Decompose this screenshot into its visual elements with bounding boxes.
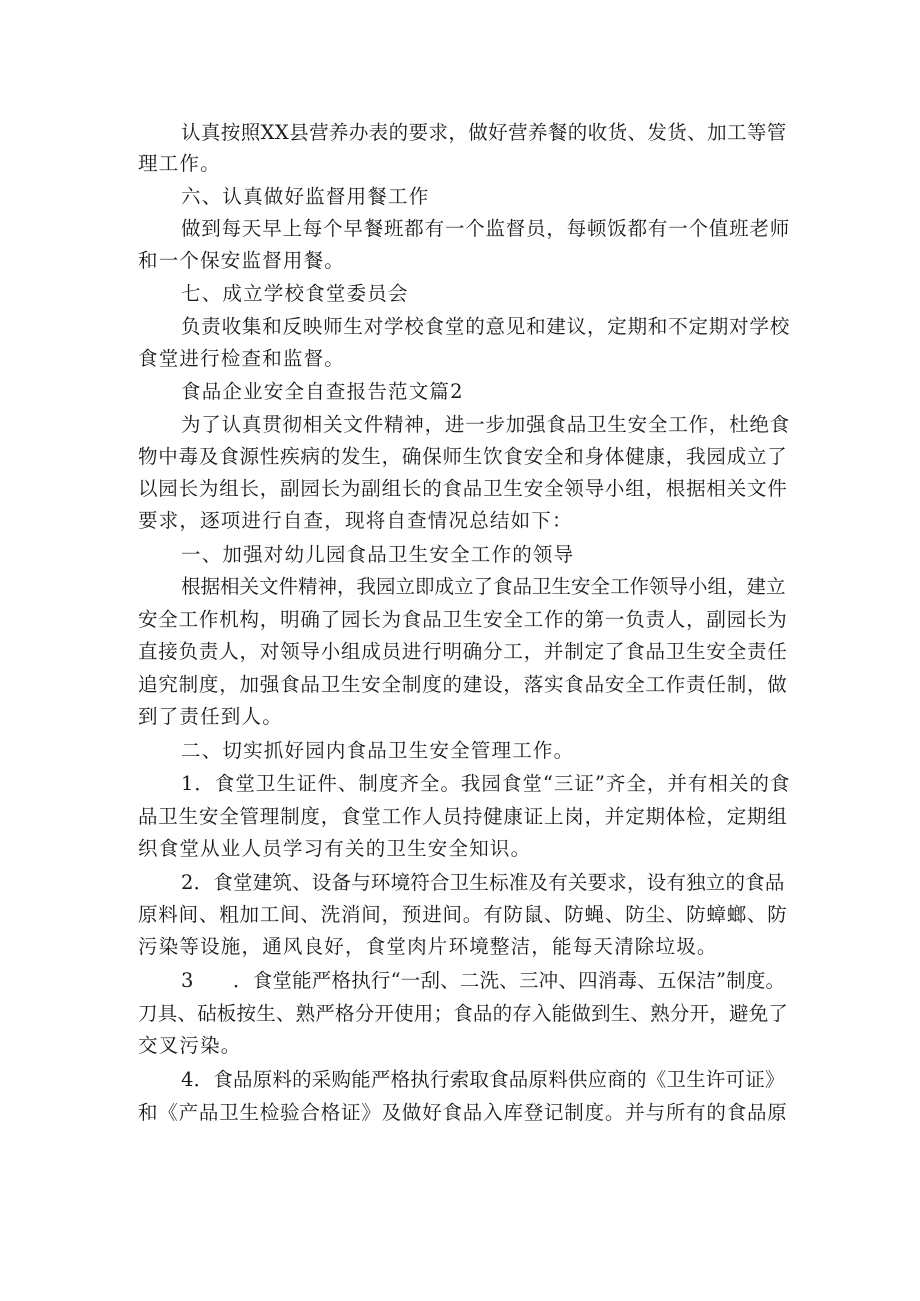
paragraph-line: 直接负责人，对领导小组成员进行明确分工，并制定了食品卫生安全责任 bbox=[138, 640, 788, 663]
paragraph-line: 追究制度，加强食品卫生安全制度的建设，落实食品安全工作责任制，做 bbox=[138, 673, 788, 696]
paragraph-line: 理工作。 bbox=[138, 152, 221, 175]
article-title: 食品企业安全自查报告范文篇2 bbox=[181, 380, 464, 403]
paragraph-line: 要求，逐项进行自查，现将自查情况总结如下： bbox=[138, 509, 573, 532]
paragraph-line: 3 ．食堂能严格执行“一刮、二洗、三冲、四消毒、五保洁”制度。 bbox=[181, 969, 786, 992]
paragraph-line: 物中毒及食源性疾病的发生，确保师生饮食安全和身体健康，我园成立了 bbox=[138, 445, 788, 468]
paragraph-line: 根据相关文件精神，我园立即成立了食品卫生安全工作领导小组，建立 bbox=[181, 575, 786, 598]
paragraph-line: 4．食品原料的采购能严格执行索取食品原料供应商的《卫生许可证》 bbox=[181, 1068, 785, 1091]
paragraph-line: 织食堂从业人员学习有关的卫生安全知识。 bbox=[138, 837, 532, 860]
paragraph-line: 刀具、砧板按生、熟严格分开使用；食品的存入能做到生、熟分开，避免了 bbox=[138, 1002, 789, 1025]
paragraph-line: 负责收集和反映师生对学校食堂的意见和建议，定期和不定期对学校 bbox=[181, 315, 791, 338]
paragraph-line: 污染等设施，通风良好，食堂肉片环境整洁，能每天清除垃圾。 bbox=[138, 935, 718, 958]
paragraph-line: 品卫生安全管理制度，食堂工作人员持健康证上岗，并定期体检，定期组 bbox=[138, 805, 788, 828]
paragraph-line: 和一个保安监督用餐。 bbox=[138, 249, 346, 272]
paragraph-line: 2．食堂建筑、设备与环境符合卫生标准及有关要求，设有独立的食品 bbox=[181, 871, 785, 894]
paragraph-line: 原料间、粗加工间、洗消间，预进间。有防鼠、防蝇、防尘、防蟑螂、防 bbox=[138, 903, 788, 926]
paragraph-line: 为了认真贯彻相关文件精神，进一步加强食品卫生安全工作，杜绝食 bbox=[181, 413, 791, 436]
paragraph-line: 1．食堂卫生证件、制度齐全。我园食堂“三证”齐全，并有相关的食 bbox=[181, 772, 791, 795]
paragraph-line: 安全工作机构，明确了园长为食品卫生安全工作的第一负责人，副园长为 bbox=[138, 608, 788, 631]
paragraph-line: 到了责任到人。 bbox=[138, 705, 283, 728]
section-heading: 六、认真做好监督用餐工作 bbox=[181, 185, 430, 208]
paragraph-line: 以园长为组长，副园长为副组长的食品卫生安全领导小组，根据相关文件 bbox=[138, 477, 788, 500]
section-heading: 一、加强对幼儿园食品卫生安全工作的领导 bbox=[181, 543, 575, 566]
paragraph-line: 认真按照XX县营养办表的要求，做好营养餐的收货、发货、加工等管 bbox=[181, 121, 787, 144]
paragraph-line: 和《产品卫生检验合格证》及做好食品入库登记制度。并与所有的食品原 bbox=[138, 1101, 788, 1124]
paragraph-line: 做到每天早上每个早餐班都有一个监督员，每顿饭都有一个值班老师 bbox=[181, 217, 791, 240]
section-heading: 二、切实抓好园内食品卫生安全管理工作。 bbox=[181, 739, 575, 762]
paragraph-line: 交叉污染。 bbox=[138, 1034, 242, 1057]
paragraph-line: 食堂进行检查和监督。 bbox=[138, 347, 346, 370]
section-heading: 七、成立学校食堂委员会 bbox=[181, 282, 409, 305]
